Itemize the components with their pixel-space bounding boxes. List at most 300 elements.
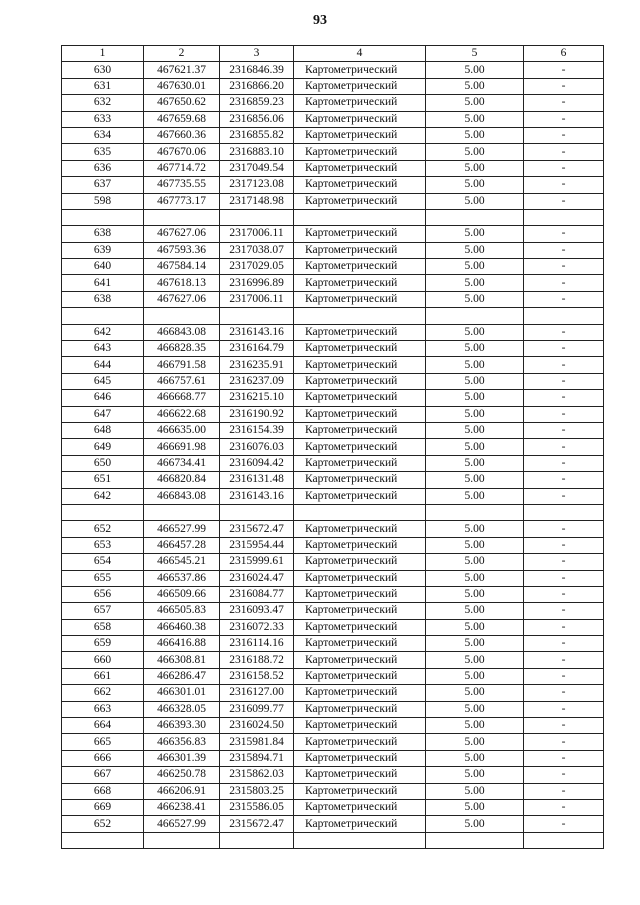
x-coordinate-cell: 466843.08 bbox=[144, 488, 220, 504]
accuracy-cell: 5.00 bbox=[426, 390, 524, 406]
method-cell bbox=[294, 308, 426, 324]
point-number-cell: 653 bbox=[62, 537, 144, 553]
coordinates-table bbox=[61, 45, 604, 849]
point-number-cell: 640 bbox=[62, 259, 144, 275]
note-cell: - bbox=[524, 144, 604, 160]
table-row bbox=[62, 259, 604, 275]
table-header bbox=[62, 46, 604, 62]
point-number-cell: 642 bbox=[62, 324, 144, 340]
accuracy-cell: 5.00 bbox=[426, 799, 524, 815]
point-number-cell: 647 bbox=[62, 406, 144, 422]
accuracy-cell: 5.00 bbox=[426, 406, 524, 422]
y-coordinate-cell: 2315672.47 bbox=[220, 816, 294, 832]
accuracy-cell: 5.00 bbox=[426, 111, 524, 127]
table-row bbox=[62, 652, 604, 668]
accuracy-cell: 5.00 bbox=[426, 750, 524, 766]
accuracy-cell: 5.00 bbox=[426, 668, 524, 684]
y-coordinate-cell: 2316093.47 bbox=[220, 603, 294, 619]
note-cell: - bbox=[524, 291, 604, 307]
accuracy-cell: 5.00 bbox=[426, 226, 524, 242]
method-cell: Картометрический bbox=[294, 62, 426, 78]
table-row bbox=[62, 357, 604, 373]
note-cell bbox=[524, 832, 604, 848]
x-coordinate-cell: 466734.41 bbox=[144, 455, 220, 471]
y-coordinate-cell: 2316024.50 bbox=[220, 718, 294, 734]
x-coordinate-cell: 467660.36 bbox=[144, 127, 220, 143]
table-row bbox=[62, 78, 604, 94]
accuracy-cell: 5.00 bbox=[426, 554, 524, 570]
y-coordinate-cell bbox=[220, 832, 294, 848]
y-coordinate-cell: 2317038.07 bbox=[220, 242, 294, 258]
point-number-cell: 636 bbox=[62, 160, 144, 176]
note-cell: - bbox=[524, 521, 604, 537]
accuracy-cell: 5.00 bbox=[426, 177, 524, 193]
point-number-cell: 598 bbox=[62, 193, 144, 209]
note-cell: - bbox=[524, 78, 604, 94]
method-cell: Картометрический bbox=[294, 160, 426, 176]
table-row bbox=[62, 275, 604, 291]
table-row bbox=[62, 554, 604, 570]
point-number-cell: 638 bbox=[62, 226, 144, 242]
table-row bbox=[62, 636, 604, 652]
point-number-cell: 632 bbox=[62, 95, 144, 111]
note-cell: - bbox=[524, 324, 604, 340]
point-number-cell: 663 bbox=[62, 701, 144, 717]
table-row bbox=[62, 668, 604, 684]
point-number-cell: 658 bbox=[62, 619, 144, 635]
point-number-cell: 650 bbox=[62, 455, 144, 471]
method-cell: Картометрический bbox=[294, 259, 426, 275]
note-cell: - bbox=[524, 537, 604, 553]
x-coordinate-cell: 466843.08 bbox=[144, 324, 220, 340]
accuracy-cell: 5.00 bbox=[426, 259, 524, 275]
y-coordinate-cell: 2316188.72 bbox=[220, 652, 294, 668]
note-cell: - bbox=[524, 242, 604, 258]
x-coordinate-cell: 466691.98 bbox=[144, 439, 220, 455]
accuracy-cell: 5.00 bbox=[426, 127, 524, 143]
y-coordinate-cell: 2316127.00 bbox=[220, 685, 294, 701]
note-cell: - bbox=[524, 554, 604, 570]
x-coordinate-cell: 466286.47 bbox=[144, 668, 220, 684]
header-row bbox=[62, 46, 604, 62]
table-row bbox=[62, 603, 604, 619]
y-coordinate-cell: 2316143.16 bbox=[220, 324, 294, 340]
y-coordinate-cell: 2315999.61 bbox=[220, 554, 294, 570]
separator-row bbox=[62, 308, 604, 324]
method-cell: Картометрический bbox=[294, 127, 426, 143]
point-number-cell: 652 bbox=[62, 816, 144, 832]
table-body bbox=[62, 62, 604, 849]
table-row bbox=[62, 439, 604, 455]
y-coordinate-cell bbox=[220, 308, 294, 324]
note-cell: - bbox=[524, 652, 604, 668]
table-row bbox=[62, 521, 604, 537]
y-coordinate-cell: 2315862.03 bbox=[220, 767, 294, 783]
table-row bbox=[62, 570, 604, 586]
accuracy-cell: 5.00 bbox=[426, 242, 524, 258]
note-cell: - bbox=[524, 783, 604, 799]
point-number-cell: 655 bbox=[62, 570, 144, 586]
point-number-cell: 669 bbox=[62, 799, 144, 815]
method-cell: Картометрический bbox=[294, 488, 426, 504]
x-coordinate-cell: 466527.99 bbox=[144, 521, 220, 537]
accuracy-cell: 5.00 bbox=[426, 685, 524, 701]
table-row bbox=[62, 111, 604, 127]
method-cell bbox=[294, 209, 426, 225]
y-coordinate-cell: 2317029.05 bbox=[220, 259, 294, 275]
x-coordinate-cell: 467621.37 bbox=[144, 62, 220, 78]
y-coordinate-cell bbox=[220, 209, 294, 225]
x-coordinate-cell: 466301.39 bbox=[144, 750, 220, 766]
point-number-cell: 668 bbox=[62, 783, 144, 799]
x-coordinate-cell: 467627.06 bbox=[144, 226, 220, 242]
note-cell: - bbox=[524, 127, 604, 143]
point-number-cell: 651 bbox=[62, 472, 144, 488]
method-cell: Картометрический bbox=[294, 341, 426, 357]
accuracy-cell: 5.00 bbox=[426, 537, 524, 553]
accuracy-cell: 5.00 bbox=[426, 373, 524, 389]
note-cell: - bbox=[524, 718, 604, 734]
method-cell: Картометрический bbox=[294, 422, 426, 438]
x-coordinate-cell bbox=[144, 209, 220, 225]
table-row bbox=[62, 455, 604, 471]
note-cell: - bbox=[524, 177, 604, 193]
method-cell: Картометрический bbox=[294, 439, 426, 455]
accuracy-cell bbox=[426, 504, 524, 520]
point-number-cell bbox=[62, 209, 144, 225]
table-row bbox=[62, 750, 604, 766]
method-cell: Картометрический bbox=[294, 373, 426, 389]
x-coordinate-cell: 467714.72 bbox=[144, 160, 220, 176]
method-cell: Картометрический bbox=[294, 472, 426, 488]
note-cell: - bbox=[524, 636, 604, 652]
y-coordinate-cell: 2316866.20 bbox=[220, 78, 294, 94]
table-row bbox=[62, 341, 604, 357]
accuracy-cell: 5.00 bbox=[426, 160, 524, 176]
accuracy-cell: 5.00 bbox=[426, 275, 524, 291]
method-cell: Картометрический bbox=[294, 455, 426, 471]
accuracy-cell: 5.00 bbox=[426, 422, 524, 438]
y-coordinate-cell: 2315954.44 bbox=[220, 537, 294, 553]
table-row bbox=[62, 95, 604, 111]
y-coordinate-cell: 2316859.23 bbox=[220, 95, 294, 111]
note-cell: - bbox=[524, 668, 604, 684]
table-row bbox=[62, 193, 604, 209]
point-number-cell: 641 bbox=[62, 275, 144, 291]
method-cell: Картометрический bbox=[294, 291, 426, 307]
point-number-cell: 633 bbox=[62, 111, 144, 127]
y-coordinate-cell: 2316855.82 bbox=[220, 127, 294, 143]
table-row bbox=[62, 62, 604, 78]
y-coordinate-cell: 2316099.77 bbox=[220, 701, 294, 717]
note-cell: - bbox=[524, 603, 604, 619]
separator-row bbox=[62, 504, 604, 520]
y-coordinate-cell: 2317123.08 bbox=[220, 177, 294, 193]
method-cell: Картометрический bbox=[294, 734, 426, 750]
y-coordinate-cell: 2317148.98 bbox=[220, 193, 294, 209]
x-coordinate-cell: 466537.86 bbox=[144, 570, 220, 586]
y-coordinate-cell: 2316237.09 bbox=[220, 373, 294, 389]
table-row bbox=[62, 767, 604, 783]
accuracy-cell: 5.00 bbox=[426, 144, 524, 160]
x-coordinate-cell: 466457.28 bbox=[144, 537, 220, 553]
point-number-cell: 652 bbox=[62, 521, 144, 537]
method-cell: Картометрический bbox=[294, 554, 426, 570]
note-cell: - bbox=[524, 570, 604, 586]
y-coordinate-cell: 2316164.79 bbox=[220, 341, 294, 357]
point-number-cell: 643 bbox=[62, 341, 144, 357]
accuracy-cell: 5.00 bbox=[426, 718, 524, 734]
y-coordinate-cell: 2316143.16 bbox=[220, 488, 294, 504]
x-coordinate-cell: 466505.83 bbox=[144, 603, 220, 619]
method-cell: Картометрический bbox=[294, 406, 426, 422]
y-coordinate-cell: 2316996.89 bbox=[220, 275, 294, 291]
method-cell: Картометрический bbox=[294, 193, 426, 209]
table-row bbox=[62, 718, 604, 734]
note-cell: - bbox=[524, 439, 604, 455]
x-coordinate-cell: 466668.77 bbox=[144, 390, 220, 406]
x-coordinate-cell: 466545.21 bbox=[144, 554, 220, 570]
y-coordinate-cell: 2316114.16 bbox=[220, 636, 294, 652]
note-cell: - bbox=[524, 62, 604, 78]
x-coordinate-cell: 467659.68 bbox=[144, 111, 220, 127]
table-row bbox=[62, 291, 604, 307]
method-cell: Картометрический bbox=[294, 570, 426, 586]
point-number-cell: 666 bbox=[62, 750, 144, 766]
x-coordinate-cell: 467627.06 bbox=[144, 291, 220, 307]
table-row bbox=[62, 177, 604, 193]
method-cell: Картометрический bbox=[294, 816, 426, 832]
method-cell: Картометрический bbox=[294, 636, 426, 652]
y-coordinate-cell: 2316154.39 bbox=[220, 422, 294, 438]
y-coordinate-cell: 2316856.06 bbox=[220, 111, 294, 127]
method-cell: Картометрический bbox=[294, 537, 426, 553]
accuracy-cell: 5.00 bbox=[426, 636, 524, 652]
note-cell: - bbox=[524, 816, 604, 832]
x-coordinate-cell: 466757.61 bbox=[144, 373, 220, 389]
table-row bbox=[62, 783, 604, 799]
note-cell: - bbox=[524, 111, 604, 127]
accuracy-cell: 5.00 bbox=[426, 570, 524, 586]
note-cell: - bbox=[524, 259, 604, 275]
x-coordinate-cell bbox=[144, 504, 220, 520]
note-cell: - bbox=[524, 390, 604, 406]
note-cell: - bbox=[524, 586, 604, 602]
table-row bbox=[62, 685, 604, 701]
table-row bbox=[62, 127, 604, 143]
point-number-cell: 664 bbox=[62, 718, 144, 734]
y-coordinate-cell: 2315672.47 bbox=[220, 521, 294, 537]
note-cell: - bbox=[524, 275, 604, 291]
accuracy-cell bbox=[426, 832, 524, 848]
method-cell: Картометрический bbox=[294, 783, 426, 799]
y-coordinate-cell: 2316158.52 bbox=[220, 668, 294, 684]
method-cell: Картометрический bbox=[294, 652, 426, 668]
point-number-cell: 656 bbox=[62, 586, 144, 602]
accuracy-cell: 5.00 bbox=[426, 767, 524, 783]
accuracy-cell: 5.00 bbox=[426, 291, 524, 307]
point-number-cell: 634 bbox=[62, 127, 144, 143]
x-coordinate-cell: 466308.81 bbox=[144, 652, 220, 668]
y-coordinate-cell: 2316215.10 bbox=[220, 390, 294, 406]
point-number-cell: 654 bbox=[62, 554, 144, 570]
table-row bbox=[62, 422, 604, 438]
accuracy-cell: 5.00 bbox=[426, 816, 524, 832]
separator-row bbox=[62, 832, 604, 848]
method-cell: Картометрический bbox=[294, 357, 426, 373]
table-row bbox=[62, 144, 604, 160]
x-coordinate-cell: 466250.78 bbox=[144, 767, 220, 783]
x-coordinate-cell: 467584.14 bbox=[144, 259, 220, 275]
method-cell: Картометрический bbox=[294, 226, 426, 242]
table-row bbox=[62, 160, 604, 176]
column-header-2: 2 bbox=[144, 46, 220, 62]
point-number-cell: 657 bbox=[62, 603, 144, 619]
accuracy-cell: 5.00 bbox=[426, 95, 524, 111]
point-number-cell: 662 bbox=[62, 685, 144, 701]
point-number-cell: 644 bbox=[62, 357, 144, 373]
method-cell: Картометрический bbox=[294, 603, 426, 619]
table-row bbox=[62, 586, 604, 602]
method-cell: Картометрический bbox=[294, 521, 426, 537]
point-number-cell: 645 bbox=[62, 373, 144, 389]
x-coordinate-cell: 466635.00 bbox=[144, 422, 220, 438]
y-coordinate-cell: 2315894.71 bbox=[220, 750, 294, 766]
table-row bbox=[62, 324, 604, 340]
y-coordinate-cell: 2316084.77 bbox=[220, 586, 294, 602]
table-row bbox=[62, 390, 604, 406]
point-number-cell: 631 bbox=[62, 78, 144, 94]
y-coordinate-cell: 2317006.11 bbox=[220, 291, 294, 307]
accuracy-cell: 5.00 bbox=[426, 341, 524, 357]
table-row bbox=[62, 373, 604, 389]
x-coordinate-cell: 467773.17 bbox=[144, 193, 220, 209]
y-coordinate-cell: 2316235.91 bbox=[220, 357, 294, 373]
note-cell: - bbox=[524, 226, 604, 242]
x-coordinate-cell: 467670.06 bbox=[144, 144, 220, 160]
table-row bbox=[62, 242, 604, 258]
x-coordinate-cell: 467630.01 bbox=[144, 78, 220, 94]
point-number-cell: 637 bbox=[62, 177, 144, 193]
note-cell bbox=[524, 209, 604, 225]
y-coordinate-cell: 2315586.05 bbox=[220, 799, 294, 815]
table-row bbox=[62, 734, 604, 750]
point-number-cell: 649 bbox=[62, 439, 144, 455]
point-number-cell: 635 bbox=[62, 144, 144, 160]
column-header-5: 5 bbox=[426, 46, 524, 62]
method-cell bbox=[294, 504, 426, 520]
x-coordinate-cell bbox=[144, 308, 220, 324]
point-number-cell: 648 bbox=[62, 422, 144, 438]
accuracy-cell: 5.00 bbox=[426, 586, 524, 602]
x-coordinate-cell: 467593.36 bbox=[144, 242, 220, 258]
accuracy-cell: 5.00 bbox=[426, 603, 524, 619]
point-number-cell: 646 bbox=[62, 390, 144, 406]
note-cell: - bbox=[524, 341, 604, 357]
accuracy-cell: 5.00 bbox=[426, 734, 524, 750]
x-coordinate-cell: 466416.88 bbox=[144, 636, 220, 652]
separator-row bbox=[62, 209, 604, 225]
x-coordinate-cell: 467735.55 bbox=[144, 177, 220, 193]
accuracy-cell bbox=[426, 209, 524, 225]
x-coordinate-cell: 466460.38 bbox=[144, 619, 220, 635]
y-coordinate-cell: 2316883.10 bbox=[220, 144, 294, 160]
accuracy-cell: 5.00 bbox=[426, 62, 524, 78]
x-coordinate-cell bbox=[144, 832, 220, 848]
x-coordinate-cell: 466509.66 bbox=[144, 586, 220, 602]
accuracy-cell: 5.00 bbox=[426, 324, 524, 340]
method-cell: Картометрический bbox=[294, 95, 426, 111]
method-cell: Картометрический bbox=[294, 750, 426, 766]
point-number-cell: 630 bbox=[62, 62, 144, 78]
note-cell: - bbox=[524, 767, 604, 783]
note-cell bbox=[524, 308, 604, 324]
note-cell: - bbox=[524, 160, 604, 176]
accuracy-cell: 5.00 bbox=[426, 357, 524, 373]
method-cell: Картометрический bbox=[294, 685, 426, 701]
x-coordinate-cell: 466238.41 bbox=[144, 799, 220, 815]
method-cell: Картометрический bbox=[294, 718, 426, 734]
table-row bbox=[62, 226, 604, 242]
accuracy-cell: 5.00 bbox=[426, 78, 524, 94]
y-coordinate-cell: 2315981.84 bbox=[220, 734, 294, 750]
table-row bbox=[62, 488, 604, 504]
y-coordinate-cell bbox=[220, 504, 294, 520]
y-coordinate-cell: 2317006.11 bbox=[220, 226, 294, 242]
table-row bbox=[62, 472, 604, 488]
y-coordinate-cell: 2316076.03 bbox=[220, 439, 294, 455]
accuracy-cell: 5.00 bbox=[426, 439, 524, 455]
x-coordinate-cell: 466527.99 bbox=[144, 816, 220, 832]
note-cell: - bbox=[524, 685, 604, 701]
accuracy-cell: 5.00 bbox=[426, 488, 524, 504]
note-cell: - bbox=[524, 193, 604, 209]
column-header-4: 4 bbox=[294, 46, 426, 62]
point-number-cell: 660 bbox=[62, 652, 144, 668]
method-cell: Картометрический bbox=[294, 668, 426, 684]
y-coordinate-cell: 2317049.54 bbox=[220, 160, 294, 176]
point-number-cell bbox=[62, 504, 144, 520]
note-cell: - bbox=[524, 799, 604, 815]
x-coordinate-cell: 466356.83 bbox=[144, 734, 220, 750]
point-number-cell: 639 bbox=[62, 242, 144, 258]
y-coordinate-cell: 2316846.39 bbox=[220, 62, 294, 78]
point-number-cell: 661 bbox=[62, 668, 144, 684]
method-cell: Картометрический bbox=[294, 177, 426, 193]
point-number-cell bbox=[62, 832, 144, 848]
method-cell: Картометрический bbox=[294, 242, 426, 258]
method-cell: Картометрический bbox=[294, 324, 426, 340]
x-coordinate-cell: 466622.68 bbox=[144, 406, 220, 422]
page-number: 93 bbox=[313, 13, 327, 28]
note-cell: - bbox=[524, 95, 604, 111]
accuracy-cell: 5.00 bbox=[426, 783, 524, 799]
note-cell: - bbox=[524, 357, 604, 373]
note-cell: - bbox=[524, 488, 604, 504]
accuracy-cell: 5.00 bbox=[426, 701, 524, 717]
column-header-6: 6 bbox=[524, 46, 604, 62]
method-cell bbox=[294, 832, 426, 848]
note-cell: - bbox=[524, 734, 604, 750]
x-coordinate-cell: 466301.01 bbox=[144, 685, 220, 701]
note-cell: - bbox=[524, 373, 604, 389]
accuracy-cell: 5.00 bbox=[426, 472, 524, 488]
x-coordinate-cell: 466791.58 bbox=[144, 357, 220, 373]
method-cell: Картометрический bbox=[294, 78, 426, 94]
x-coordinate-cell: 466828.35 bbox=[144, 341, 220, 357]
note-cell: - bbox=[524, 422, 604, 438]
note-cell: - bbox=[524, 455, 604, 471]
